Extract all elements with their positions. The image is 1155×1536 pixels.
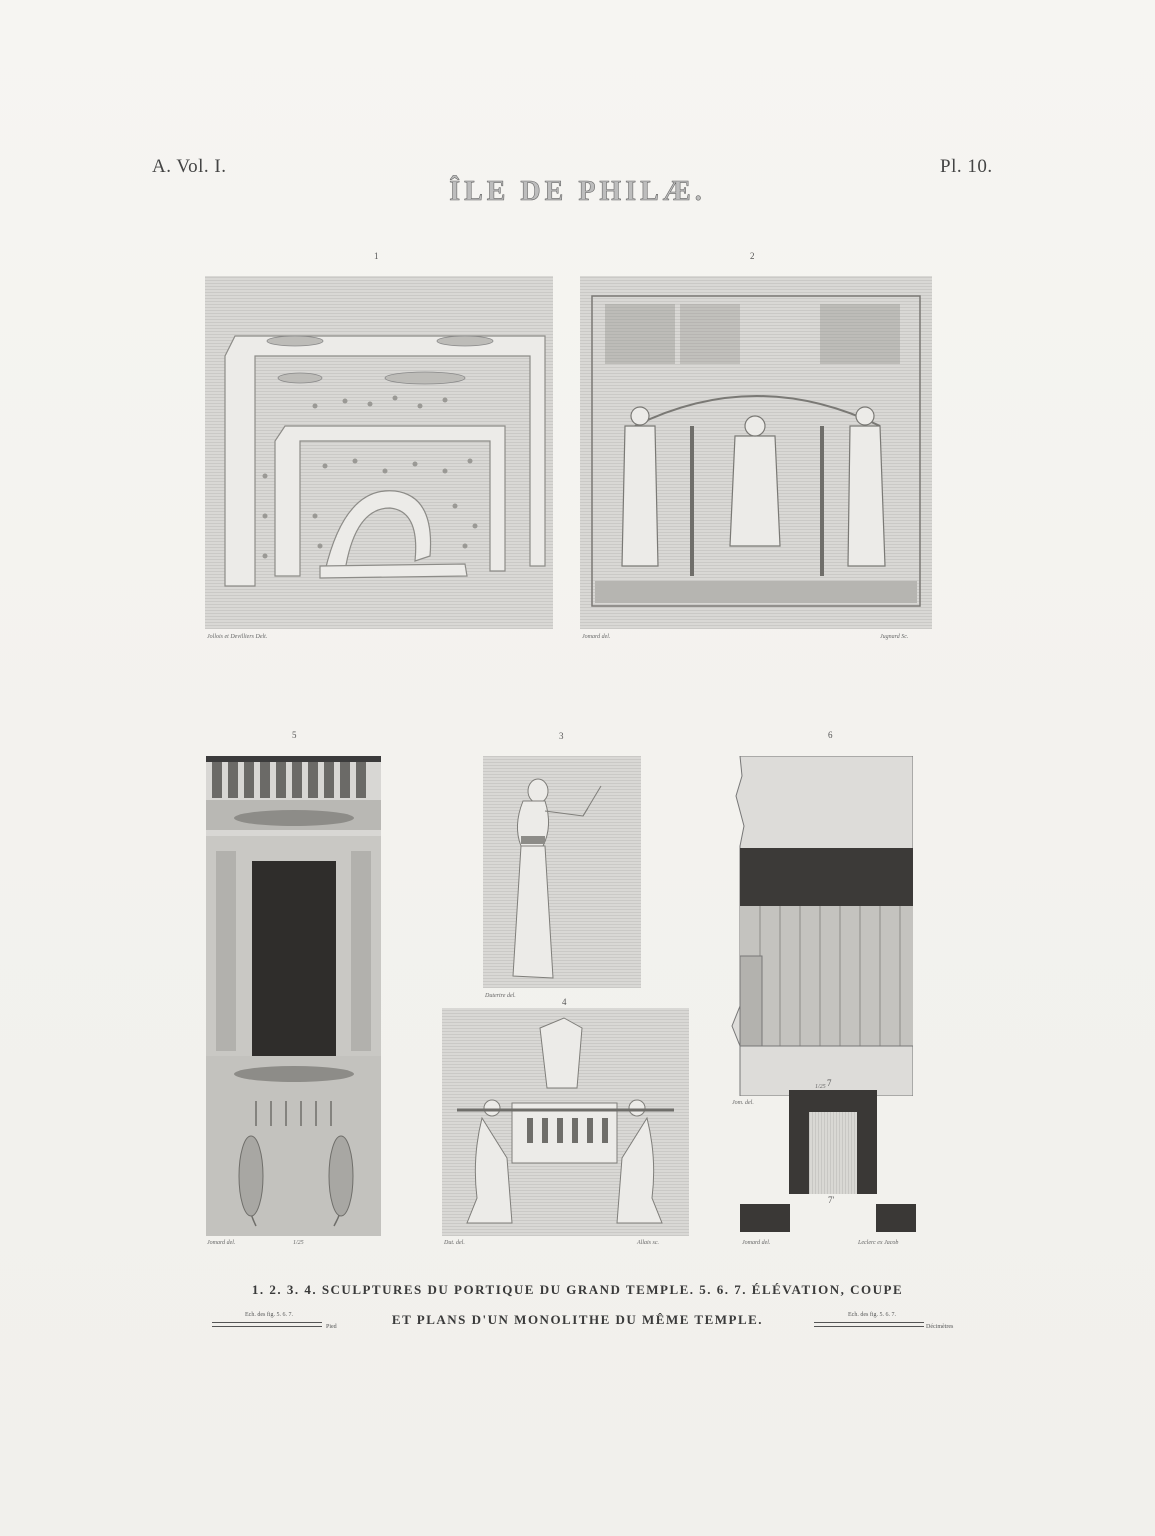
scale-left-unit: Pied xyxy=(326,1324,337,1330)
figure-3-credit: Dutertre del. xyxy=(485,993,516,999)
figure-6-credit-scale: 1/25 xyxy=(815,1084,826,1090)
figure-5-credit-bottom: 1/25 xyxy=(293,1240,304,1246)
section-illustration xyxy=(730,756,913,1096)
figure-6-section xyxy=(730,756,913,1096)
figure-number-6: 6 xyxy=(828,730,833,740)
figure-6-credit-left: Jom. del. xyxy=(732,1100,754,1106)
figure-2-credit-right: Jugnard Sc. xyxy=(880,634,909,640)
figure-number-5: 5 xyxy=(292,730,297,740)
scale-left-label: Ech. des fig. 5. 6. 7. xyxy=(245,1312,293,1318)
figure-4-procession-relief xyxy=(442,1008,689,1236)
elevation-illustration xyxy=(206,756,381,1236)
plate-title: ÎLE DE PHILÆ. xyxy=(449,176,706,207)
figure-number-7b: 7' xyxy=(828,1195,835,1205)
figure-1-credit: Jollois et Devilliers Delt. xyxy=(207,634,268,640)
procession-illustration xyxy=(442,1008,689,1236)
caption-line-1: 1. 2. 3. 4. SCULPTURES DU PORTIQUE DU GRAND TEMPLE. 5. 6. 7. ÉLÉVATION, COUPE xyxy=(251,1282,904,1297)
figure-number-2: 2 xyxy=(750,251,755,261)
figure-number-3: 3 xyxy=(559,731,564,741)
figure-3-goddess-relief xyxy=(483,756,641,988)
scale-right-unit: Décimètres xyxy=(926,1324,954,1330)
figure-number-7: 7 xyxy=(827,1078,832,1088)
figure-7-plan xyxy=(789,1090,877,1194)
figure-2-deities-relief xyxy=(580,276,932,629)
volume-label: A. Vol. I. xyxy=(152,156,227,177)
figure-4-credit-left: Dut. del. xyxy=(444,1240,465,1246)
goddess-illustration xyxy=(483,756,641,988)
figure-7-credit-right: Leclerc ex Jacob xyxy=(858,1240,899,1246)
deities-relief-illustration xyxy=(580,276,932,629)
scale-right-bar xyxy=(814,1322,924,1327)
scale-right-label: Ech. des fig. 5. 6. 7. xyxy=(848,1312,896,1318)
plan-opening xyxy=(809,1112,857,1194)
figure-number-1: 1 xyxy=(374,251,379,261)
figure-7b-plan-left xyxy=(740,1204,790,1232)
figure-4-credit-right: Allais sc. xyxy=(637,1240,659,1246)
nut-relief-illustration xyxy=(205,276,553,629)
figure-number-4: 4 xyxy=(562,997,567,1007)
caption-line-2: ET PLANS D'UN MONOLITHE DU MÊME TEMPLE. xyxy=(391,1312,764,1327)
scale-left-bar xyxy=(212,1322,322,1327)
figure-7b-plan-right xyxy=(876,1204,916,1232)
figure-7-credit-left: Jomard del. xyxy=(742,1240,771,1246)
figure-5-credit-left: Jomard del. xyxy=(207,1240,236,1246)
figure-5-elevation xyxy=(206,756,381,1236)
figure-1-nut-relief xyxy=(205,276,553,629)
plate-number: Pl. 10. xyxy=(940,156,993,177)
figure-2-credit-left: Jomard del. xyxy=(582,634,611,640)
